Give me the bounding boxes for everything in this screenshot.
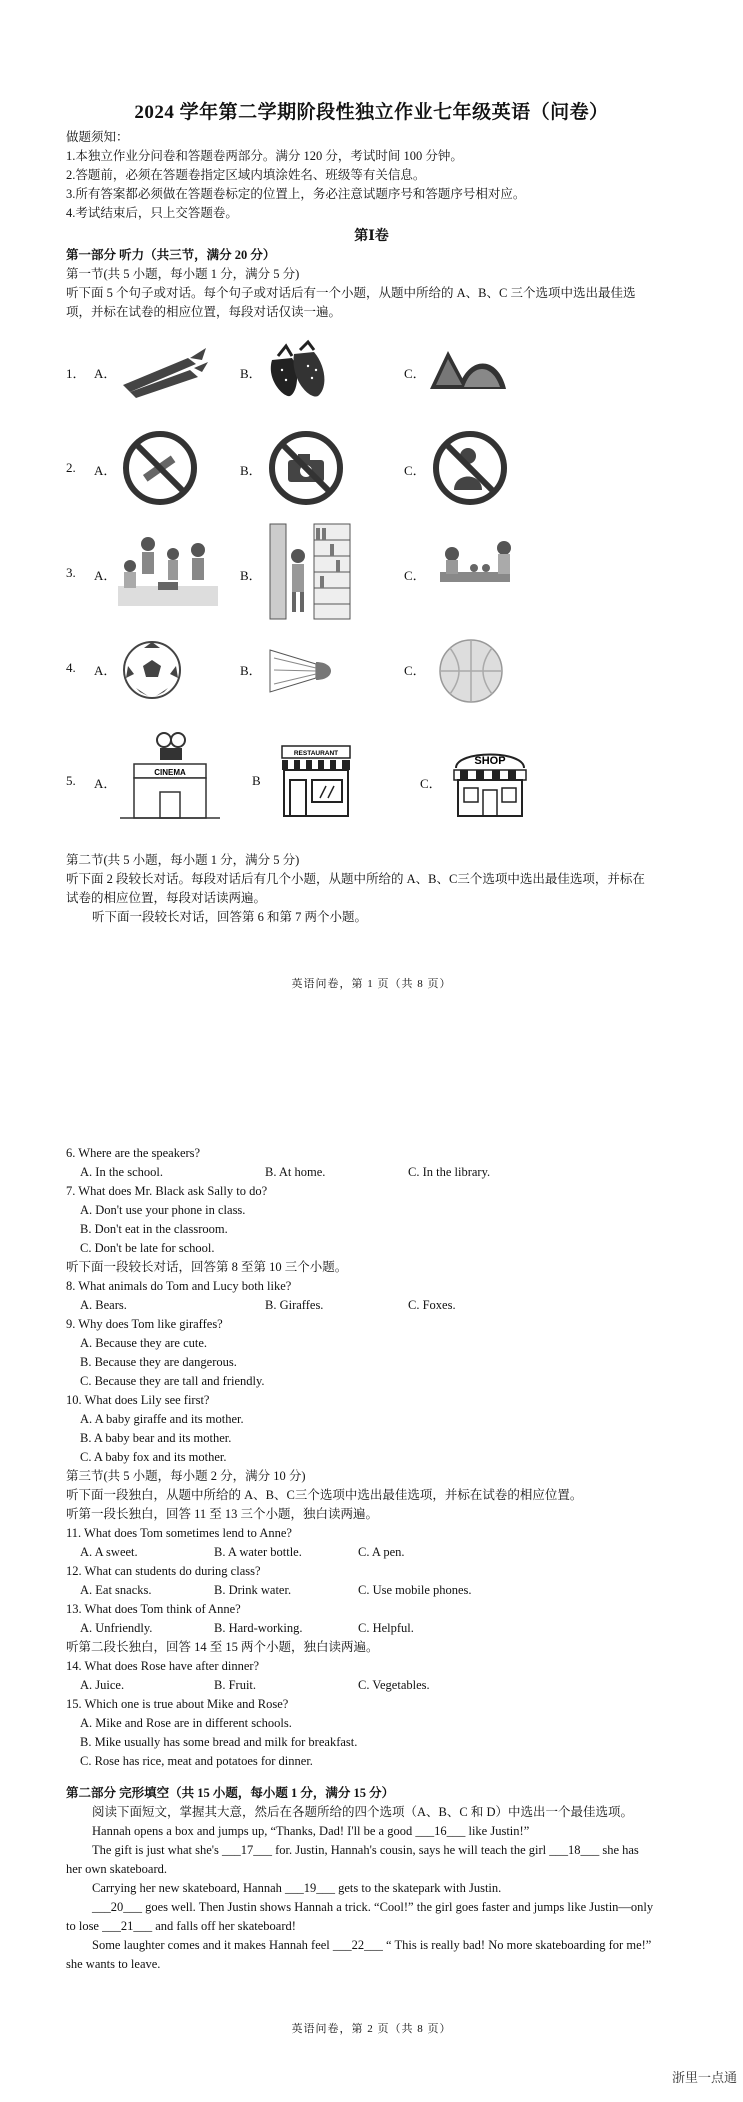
dialogue2-intro: 听下面一段较长对话，回答第 8 至第 10 三个小题。 xyxy=(66,1260,348,1274)
watermark: 浙里一点通 xyxy=(671,2070,737,2085)
q6-text: 6. Where are the speakers? xyxy=(66,1146,201,1160)
q15-text: 15. Which one is true about Mike and Rose? xyxy=(66,1697,289,1711)
cloze-line-6: to lose ___21___ and falls off her skateboard! xyxy=(66,1919,296,1933)
q9-option-c: C. Because they are tall and friendly. xyxy=(80,1374,265,1388)
watermelon-image xyxy=(428,345,508,395)
q4-option-a: A． xyxy=(94,663,117,678)
page-1-footer: 英语问卷，第 1 页（共 8 页） xyxy=(291,978,452,990)
cloze-line-7: Some laughter comes and it makes Hannah feel ___22___ “ This is really bad! No more skateboarding for me!” xyxy=(92,1938,652,1952)
q10-option-b: B. A baby bear and its mother. xyxy=(80,1431,232,1445)
q8-option-b: B. Giraffes. xyxy=(265,1298,324,1312)
cloze-instruction: 阅读下面短文，掌握其大意，然后在各题所给的四个选项（A、B、C 和 D）中选出一个最佳选项。 xyxy=(92,1805,633,1819)
q9-option-a: A. Because they are cute. xyxy=(80,1336,208,1350)
q14-option-b: B. Fruit. xyxy=(214,1678,257,1692)
q3-option-c: C． xyxy=(404,568,426,583)
cloze-line-5: ___20___ goes well. Then Justin shows Hannah a trick. “Cool!” the girl goes faster and jumps like Justin—only xyxy=(92,1900,654,1914)
q7-text: 7. What does Mr. Black ask Sally to do? xyxy=(66,1184,268,1198)
q13-option-a: A. Unfriendly. xyxy=(80,1621,153,1635)
section2-desc-3: 听下面一段较长对话，回答第 6 和第 7 两个小题。 xyxy=(92,910,368,924)
q3-option-a: A． xyxy=(94,568,117,583)
volume-heading: 第Ⅰ卷 xyxy=(354,229,389,244)
shop-sign-text: SHOP xyxy=(474,755,506,767)
instructions-heading: 做题须知： xyxy=(66,130,129,144)
q3-option-b: B． xyxy=(240,568,262,583)
q1-option-a: A． xyxy=(94,366,117,381)
section1-desc-2: 项，并标在试卷的相应位置，每段对话仅读一遍。 xyxy=(66,305,342,319)
instruction-4: 4.考试结束后，只上交答题卷。 xyxy=(66,206,238,220)
cinema-image xyxy=(120,732,220,822)
q4-number: 4. xyxy=(66,660,76,675)
q15-option-b: B. Mike usually has some bread and milk for breakfast. xyxy=(80,1735,358,1749)
soccer-ball-image xyxy=(120,638,184,702)
q13-option-b: B. Hard-working. xyxy=(214,1621,303,1635)
page-2-footer: 英语问卷，第 2 页（共 8 页） xyxy=(291,2023,452,2035)
cloze-line-2: The gift is just what she's ___17___ for. Justin, Hannah's cousin, says he will teach the girl ___18___ she has xyxy=(92,1843,639,1857)
library-scene-image xyxy=(270,524,350,619)
cinema-sign-text: CINEMA xyxy=(154,768,186,777)
q9-text: 9. Why does Tom like giraffes? xyxy=(66,1317,223,1331)
section1-desc-1: 听下面 5 个句子或对话。每个句子或对话后有一个小题，从题中所给的 A、B、C 三个选项中选出最佳选 xyxy=(66,286,636,300)
q10-option-c: C. A baby fox and its mother. xyxy=(80,1450,227,1464)
cloze-line-8: she wants to leave. xyxy=(66,1957,161,1971)
q8-option-a: A. Bears. xyxy=(80,1298,127,1312)
section2-desc-2: 试卷的相应位置，每段对话读两遍。 xyxy=(66,891,267,905)
q15-option-a: A. Mike and Rose are in different schools. xyxy=(80,1716,292,1730)
part2-heading: 第二部分 完形填空（共 15 小题，每小题 1 分，满分 15 分） xyxy=(66,1786,395,1800)
page-title: 2024 学年第二学期阶段性独立作业七年级英语（问卷） xyxy=(134,102,609,123)
q8-text: 8. What animals do Tom and Lucy both like? xyxy=(66,1279,292,1293)
cloze-line-3: her own skateboard. xyxy=(66,1862,168,1876)
q5-number: 5. xyxy=(66,773,76,788)
basketball-image xyxy=(436,636,506,706)
q2-option-b: B． xyxy=(240,463,262,478)
section1-heading: 第一节(共 5 小题，每小题 1 分，满分 5 分) xyxy=(66,267,300,281)
q6-option-a: A. In the school. xyxy=(80,1165,163,1179)
q1-option-c: C． xyxy=(404,366,426,381)
section3-heading: 第三节(共 5 小题，每小题 2 分，满分 10 分) xyxy=(66,1469,306,1483)
dinner-scene-image xyxy=(428,538,518,598)
q2-number: 2. xyxy=(66,460,76,475)
q14-text: 14. What does Rose have after dinner? xyxy=(66,1659,260,1673)
q1-option-b: B． xyxy=(240,366,262,381)
instruction-1: 1.本独立作业分问卷和答题卷两部分。满分 120 分，考试时间 100 分钟。 xyxy=(66,149,463,163)
q1-number: 1． xyxy=(66,366,86,381)
part1-heading: 第一部分 听力（共三节，满分 20 分） xyxy=(66,248,276,262)
q7-option-c: C. Don't be late for school. xyxy=(80,1241,215,1255)
q13-option-c: C. Helpful. xyxy=(358,1621,414,1635)
section2-desc-1: 听下面 2 段较长对话。每段对话后有几个小题，从题中所给的 A、B、C三个选项中选出最佳选项，并标在 xyxy=(66,872,645,886)
q12-option-a: A. Eat snacks. xyxy=(80,1583,152,1597)
no-smoking-icon xyxy=(120,428,200,508)
q15-option-c: C. Rose has rice, meat and potatoes for dinner. xyxy=(80,1754,313,1768)
no-talking-icon xyxy=(430,428,510,508)
strawberry-image xyxy=(264,340,334,400)
monologue1-intro: 听第一段长独白，回答 11 至 13 三个小题，独白读两遍。 xyxy=(66,1507,379,1521)
q9-option-b: B. Because they are dangerous. xyxy=(80,1355,237,1369)
instruction-3: 3.所有答案都必须做在答题卷标定的位置上，务必注意试题序号和答题序号相对应。 xyxy=(66,187,526,201)
page-2 xyxy=(0,1125,743,2102)
section3-desc: 听下面一段独白，从题中所给的 A、B、C三个选项中选出最佳选项，并标在试卷的相应位置。 xyxy=(66,1488,583,1502)
q5-option-b: B xyxy=(252,773,261,788)
restaurant-sign-text: RESTAURANT xyxy=(293,750,339,757)
q6-option-b: B. At home. xyxy=(265,1165,326,1179)
shop-image xyxy=(450,744,530,820)
party-scene-image xyxy=(118,530,218,610)
shuttlecock-image xyxy=(266,640,346,700)
q3-number: 3. xyxy=(66,565,76,580)
q12-text: 12. What can students do during class? xyxy=(66,1564,261,1578)
q10-text: 10. What does Lily see first? xyxy=(66,1393,210,1407)
q5-option-a: A． xyxy=(94,776,117,791)
q11-option-c: C. A pen. xyxy=(358,1545,405,1559)
q5-option-c: C． xyxy=(420,776,442,791)
section2-heading: 第二节(共 5 小题，每小题 1 分，满分 5 分) xyxy=(66,853,300,867)
q14-option-c: C. Vegetables. xyxy=(358,1678,430,1692)
q8-option-c: C. Foxes. xyxy=(408,1298,456,1312)
q7-option-a: A. Don't use your phone in class. xyxy=(80,1203,246,1217)
restaurant-image xyxy=(280,744,352,820)
cloze-line-1: Hannah opens a box and jumps up, “Thanks, Dad! I'll be a good ___16___ like Justin!” xyxy=(92,1824,530,1838)
q2-option-a: A． xyxy=(94,463,117,478)
instruction-2: 2.答题前，必须在答题卷指定区域内填涂姓名、班级等有关信息。 xyxy=(66,168,426,182)
cloze-line-4: Carrying her new skateboard, Hannah ___19___ gets to the skatepark with Justin. xyxy=(92,1881,502,1895)
q4-option-c: C． xyxy=(404,663,426,678)
q11-option-b: B. A water bottle. xyxy=(214,1545,302,1559)
no-photo-icon xyxy=(266,428,346,508)
q7-option-b: B. Don't eat in the classroom. xyxy=(80,1222,228,1236)
page-1 xyxy=(0,0,743,1000)
carrot-image xyxy=(118,340,208,400)
monologue2-intro: 听第二段长独白，回答 14 至 15 两个小题，独白读两遍。 xyxy=(66,1640,379,1654)
q11-text: 11. What does Tom sometimes lend to Anne? xyxy=(66,1526,292,1540)
q6-option-c: C. In the library. xyxy=(408,1165,491,1179)
q11-option-a: A. A sweet. xyxy=(80,1545,138,1559)
q4-option-b: B． xyxy=(240,663,262,678)
q2-option-c: C． xyxy=(404,463,426,478)
q14-option-a: A. Juice. xyxy=(80,1678,125,1692)
q10-option-a: A. A baby giraffe and its mother. xyxy=(80,1412,244,1426)
q12-option-c: C. Use mobile phones. xyxy=(358,1583,472,1597)
q13-text: 13. What does Tom think of Anne? xyxy=(66,1602,241,1616)
q12-option-b: B. Drink water. xyxy=(214,1583,292,1597)
